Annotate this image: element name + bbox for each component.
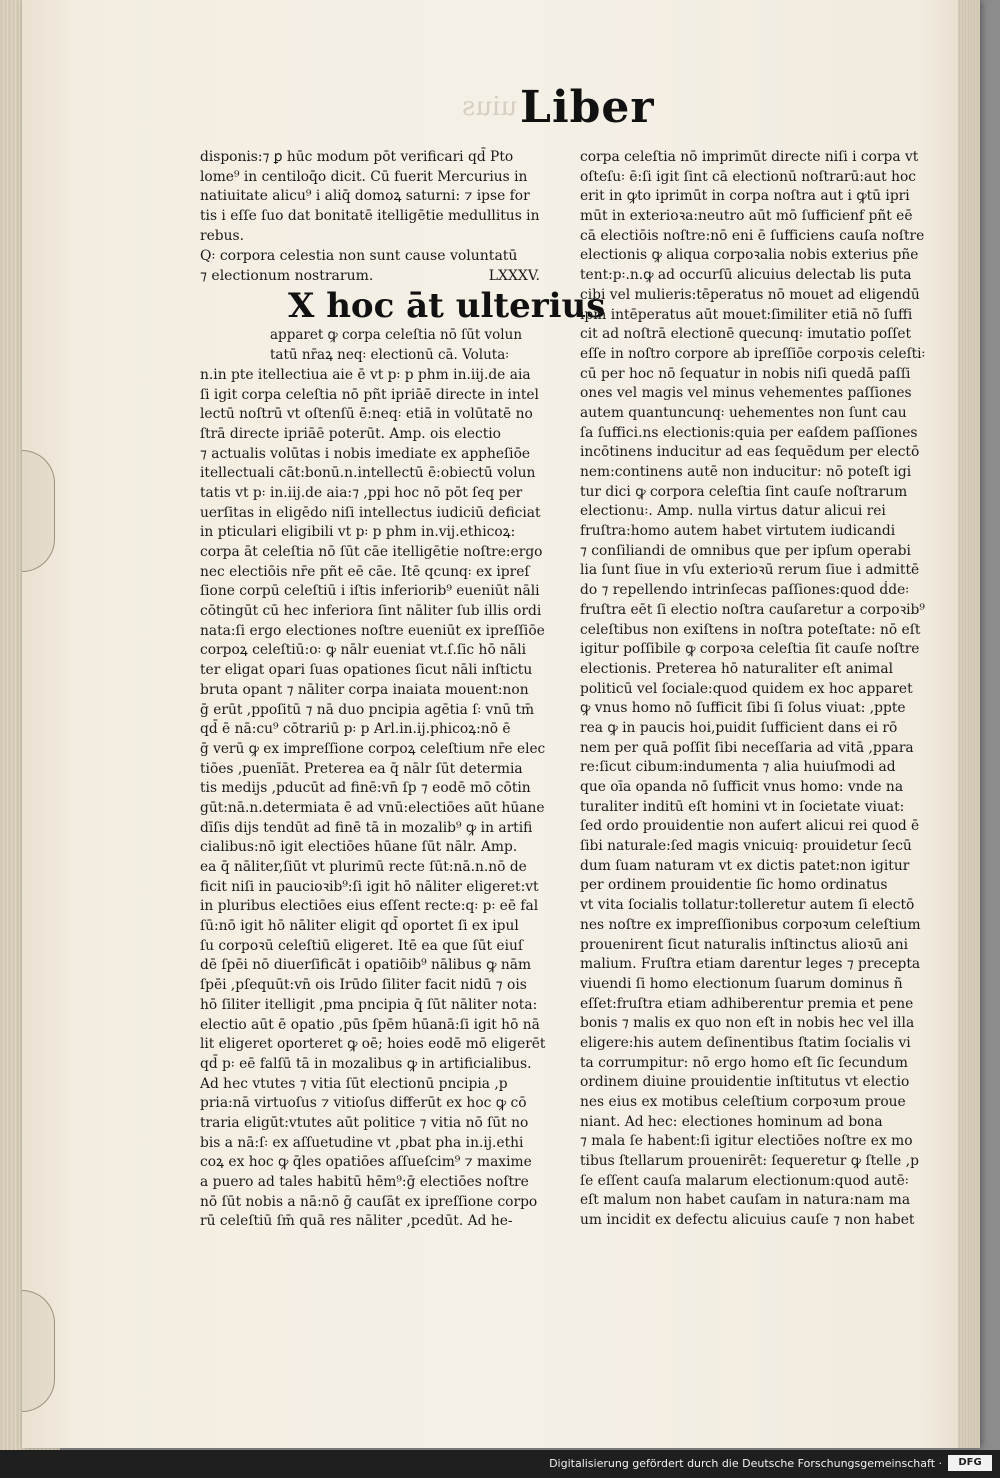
text-line: nem per quā poſſit ſibi neceſſaria ad vitā ,ppara: [580, 739, 914, 756]
text-line: pria:nā virtuoſus ⁊ vitioſus differūt ex hoc ꝙ cō: [200, 1095, 527, 1112]
bleed-through-text: uius: [462, 92, 518, 122]
text-line: itellectuali cāt:bonū.n.intellectū ē:obiectū volun: [200, 465, 536, 482]
text-line: fruſtra eēt ſi electio noſtra cauſaretur a corpoꝛib⁹: [580, 601, 925, 618]
text-line: electionis. Preterea hō naturaliter eſt animal: [580, 660, 893, 677]
text-line: nem:continens autē non inducitur: nō poteſt igi: [580, 464, 912, 480]
text-line: ſed ordo prouidentie non aufert alicui rei quod ē: [580, 818, 920, 835]
text-line: lectū noſtrū vt oſtenſū ē:neq꞉ etiā in volūtatē no: [200, 406, 533, 423]
text-line: ſpēi ,pſequūt:vn̄ ois Irūdo ſiliter facit nidū ⁊ ois: [200, 977, 527, 994]
text-line: Ad hec vtutes ⁊ vitia ſūt electionū pncipia ,p: [200, 1075, 508, 1092]
text-line: viuendi ſi homo electionum ſuarum dominus ñ: [580, 975, 903, 992]
text-line: tatis vt p꞉ in.iij.de aia:⁊ ,ppi hoc nō pōt ſeq per: [200, 484, 523, 501]
running-head: Liber: [520, 82, 655, 133]
text-line: ter eligat opari ſuas opationes ſicut nāli inſtictu: [200, 662, 533, 679]
text-line: tatū nr̄aꝝ neq꞉ electionū cā. Voluta꞉: [270, 347, 510, 364]
indented-lines: [270, 326, 550, 365]
text-line: ſa ſuffici.ns electionis:quia per eaſdem paſſiones: [580, 424, 918, 441]
text-line: do ⁊ repellendo intrinſecas paſſiones:quod ḋde꞉: [580, 582, 910, 599]
text-line: eſſet:fruſtra etiam adhiberentur premia et pene: [580, 995, 914, 1012]
text-line: corpa celeſtia nō imprimūt directe niſi i corpa vt: [580, 149, 919, 165]
text-line: ſi igit corpa celeſtia nō pñt ipriāē directe in intel: [200, 386, 539, 403]
text-line: lit eligeret oporteret ꝙ oē; hoies eodē mō eligerēt: [200, 1036, 546, 1053]
text-line: lome⁹ in centiloq̄o dicit. Cū fuerit Mercurius in: [200, 168, 528, 185]
text-line: ſu corpoꝛū celeſtiū eligeret. Itē ea que ſūt eiuſ: [200, 937, 523, 954]
right-body-text: [580, 148, 930, 1231]
chapter-number: LXXXV.: [488, 268, 540, 285]
text-line: ⁊ conſiliandi de omnibus que per ipſum operabi: [580, 542, 911, 559]
text-line: qd̄ ē nā:cu⁹ cōtrariū p꞉ p Arl.in.ij.phicoꝝ:nō ē: [200, 721, 511, 738]
text-line: corpa āt celeſtia nō ſūt cāe itelligētie noſtre:ergo: [200, 544, 543, 560]
text-line: bonis ⁊ malis ex quo non eſt in nobis hec vel illa: [580, 1015, 915, 1032]
text-line: nes eius ex motibus celeſtium corpoꝛum proue: [580, 1094, 906, 1110]
text-line: ſtrā directe ipriāē poterūt. Amp. ois electio: [200, 425, 501, 442]
text-line: apparet ꝙ corpa celeſtia nō ſūt volun: [270, 327, 523, 344]
text-line: oſteſu꞉ ē:ſi igit ſint cā electionū noſtrarū:aut hoc: [580, 168, 917, 185]
text-line: hō ſiliter itelligit ,pma pncipia q̄ ſūt nāliter nota:: [200, 996, 538, 1013]
text-line: tibus ſtellarum prouenirēt: ſequeretur ꝙ ſtelle ,p: [580, 1153, 919, 1170]
text-line: celeſtibus non exiſtens in noſtra poteſtate: nō eſt: [580, 621, 921, 638]
text-line: um incidit ex defectu alicuius cauſe ⁊ non habet: [580, 1212, 915, 1229]
text-line: tur dici ꝙ corpora celeſtia ſint cauſe noſtrarum: [580, 483, 908, 500]
text-line: ſū:nō igit hō nāliter eligit qd̄ oportet ſi ex ipul: [200, 918, 519, 935]
text-line: ſibi naturale:ſed magis vnicuiq꞉ prouidetur ſecū: [580, 838, 912, 855]
text-line: niant. Ad hec: electiones hominum ad bona: [580, 1113, 883, 1130]
text-line: rū celeſtiū ſm̄ quā res nāliter ,pcedūt. Ad he-: [200, 1213, 513, 1230]
text-line: eſt malum non habet cauſam in natura:nam ma: [580, 1192, 911, 1209]
text-line: que oīa opanda nō ſufficit vnus homo: vnde na: [580, 779, 904, 795]
text-line: in pticulari eligibili vt p꞉ p phm in.vij.ethicoꝝ:: [200, 524, 516, 541]
text-line: traria eligūt:vtutes aūt politice ⁊ vitia nō ſūt no: [200, 1114, 529, 1131]
text-line: electionis ꝙ aliqua corpoꝛalia nobis exterius pñe: [580, 247, 919, 264]
text-line: n.in pte itellectiua aie ē vt p꞉ p phm in.iij.de aia: [200, 366, 531, 383]
page-tab-lower: [22, 1290, 55, 1412]
text-line: tiōes ,puenīāt. Preterea ea q̄ nālr ſūt determia: [200, 760, 523, 777]
text-line: rea ꝙ in paucis hoi,puidit ſufficient dans ei rō: [580, 719, 898, 736]
text-line: bis a nā:ſ꞉ ex aſſuetudine vt ,pbat pha in.ij.ethi: [200, 1134, 524, 1151]
intro-paragraph: [200, 148, 550, 246]
text-line: ta corrumpitur: nō ergo homo eſt ſic ſecundum: [580, 1054, 908, 1071]
text-line: tent:p꞉.n.ꝙ ad occurſū alicuius delectab lis puta: [580, 267, 912, 284]
text-line: dē ſpēi nō diuerſificāt i opatiōib⁹ nālibus ꝙ nām: [200, 957, 532, 974]
text-line: ſione corpū celeſtiū i iſtis inferiorib⁹ eueniūt nāli: [200, 583, 540, 600]
text-line: mūt in exterioꝛa:neutro aūt mō ſufficienf pñt eē: [580, 208, 913, 225]
text-line: ea q̄ nāliter,ſiūt vt plurimū recte ſūt:nā.n.nō de: [200, 859, 527, 875]
text-line: ones vel magis vel minus vehementes paſſiones: [580, 385, 912, 402]
text-line: prouenirent ſicut naturalis inſtinctus alioꝛū ani: [580, 936, 909, 953]
chapter-heading-text-2: ⁊ electionum nostrarum.: [200, 268, 374, 285]
text-line: fruſtra:homo autem habet virtutem iudicandi: [580, 523, 896, 540]
text-line: malium. Fruſtra etiam darentur leges ⁊ precepta: [580, 956, 921, 973]
text-line: dum ſuam naturam vt ex dictis patet:non igitur: [580, 857, 910, 874]
text-line: bruta opant ⁊ nāliter corpa inaiata mouent:non: [200, 681, 529, 698]
text-line: rebus.: [200, 227, 244, 244]
chapter-heading-line-2: [200, 266, 550, 286]
text-line: disponis:⁊ ꝑ hūc modum pōt verificari qd̄ Pto: [200, 149, 514, 165]
text-line: ⁊ actualis volūtas i nobis imediate ex appheſiōe: [200, 445, 531, 462]
text-line: ⁊ mala ſe habent:ſi igitur electiōes noſtre ex mo: [580, 1133, 913, 1150]
text-line: re:ſicut cibum:indumenta ⁊ alia huiuſmodi ad: [580, 759, 896, 776]
text-line: in pluribus electiōes eius eſſent recte:q꞉ p꞉ eē fal: [200, 898, 539, 915]
text-line: vt vita ſocialis tollatur:tolleretur autem ſi electō: [580, 897, 915, 914]
text-line: lia ſunt ſiue in vſu exterioꝛū rerum ſiue i admittē: [580, 562, 920, 579]
text-line: nec electiōis nr̄e pñt eē cāe. Itē qcunq꞉ ex ipreſ: [200, 563, 530, 580]
text-line: tis i eſſe ſuo dat bonitatē itelligētie medullitus in: [200, 208, 540, 225]
text-line: erit in ꝙto iprimūt in corpa noſtra aut i ꝙtū ipri: [580, 188, 910, 205]
chapter-initial-line: X hoc āt ulterius: [288, 286, 606, 327]
text-line: nes noſtre ex impreſſionibus corpoꝛum celeſtium: [580, 916, 921, 933]
text-line: qd̄ p꞉ eē falſū tā in mozalibus ꝙ in artificialibus.: [200, 1055, 532, 1072]
text-line: cibi vel mulieris:tēperatus nō mouet ad eligendū: [580, 286, 920, 303]
text-line: nata:ſi ergo electiones noſtre eueniūt ex ipreſſiōe: [200, 622, 545, 639]
text-line: eſſe in noſtro corpore ab ipreſſiōe corpoꝛis celeſti꞉: [580, 345, 926, 362]
digitization-footer: [0, 1450, 1000, 1478]
text-line: cā electiōis noſtre:nō eni ē ſufficiens cauſa noſtre: [580, 227, 925, 244]
text-line: dīſis dijs tendūt ad finē tā in mozalib⁹ ꝙ in artifi: [200, 819, 533, 836]
text-line: cōtingūt cū hec inferiora ſint nāliter ſub illis ordi: [200, 603, 542, 620]
text-line: cū per hoc nō ſequatur in nobis niſi quedā paſſi: [580, 365, 911, 382]
dfg-logo: DFG: [948, 1455, 992, 1471]
text-line: ficit niſi in paucioꝛib⁹:ſi igit hō nāliter eligeret:vt: [200, 878, 539, 895]
text-line: ḡ erūt ,ppoſitū ⁊ nā duo pncipia agētia ſ꞉ vnū tm̄: [200, 701, 535, 718]
chapter-heading: [200, 246, 550, 266]
left-column: [200, 148, 606, 1232]
fore-edge: [958, 0, 980, 1448]
right-column: [580, 148, 930, 1231]
text-line: igitur poſſibile ꝙ corpoꝛa celeſtia ſit cauſe noſtre: [580, 641, 920, 658]
text-line: a puero ad tales habitū hēm⁹:ḡ electiōes noſtre: [200, 1174, 529, 1190]
text-line: ordinem diuine prouidentie inſtitutus vt electio: [580, 1074, 910, 1091]
footer-credit: Digitalisierung gefördert durch die Deutsche Forschungsgemeinschaft ·: [549, 1457, 942, 1470]
text-line: natiuitate alicu⁹ i aliq̄ domoꝝ saturni: ⁊ ipse for: [200, 188, 530, 205]
left-body-text: [200, 366, 550, 1232]
text-line: electio aūt ē opatio ,pūs ſpēm hūanā:ſi igit hō nā: [200, 1016, 540, 1033]
text-line: corpoꝝ celeſtiū:o꞉ ꝙ nālr eueniat vt.ſ.ſic hō nāli: [200, 642, 527, 659]
text-line: turaliter inditū eſt homini vt in ſocietate viuat:: [580, 798, 905, 815]
text-line: ſe eſſent cauſa malarum electionum:quod autē꞉: [580, 1172, 909, 1189]
text-line: ipm intēperatus aūt mouet:ſimiliter etiā nō ſuffi: [580, 306, 913, 323]
text-line: ꝙ vnus homo nō ſufficit ſibi ſi ſolus viuat: ,ppte: [580, 700, 906, 717]
text-line: ḡ verū ꝙ ex impreſſione corpoꝝ celeſtium nr̄e elec: [200, 740, 546, 757]
text-line: per ordinem prouidentie ſic homo ordinatus: [580, 877, 888, 894]
text-line: coꝝ ex hoc ꝙ q̄les opatiōes aſſueſcim⁹ ⁊ maxime: [200, 1154, 532, 1171]
text-line: uerſitas in eligēdo niſi intellectus iudiciū deficiat: [200, 504, 541, 521]
text-line: eligere:his autem deſinentibus ſtatim ſocialis vi: [580, 1034, 911, 1051]
text-line: electionu꞉. Amp. nulla virtus datur alicui rei: [580, 503, 886, 520]
text-line: incōtinens inducitur ad eas ſequēdum per electō: [580, 444, 920, 461]
chapter-heading-text: Q꞉ corpora celestia non sunt cause voluntatū: [200, 248, 518, 265]
text-line: nō ſūt nobis a nā:nō ḡ cauſāt ex ipreſſione corpo: [200, 1193, 538, 1210]
text-line: autem quantuncunq꞉ uehementes non ſunt cau: [580, 404, 907, 421]
text-line: cit ad noſtrā electionē quecunq꞉ imutatio poſſet: [580, 326, 912, 343]
text-line: gūt:nā.n.determiata ē ad vnū:electiōes aūt hūane: [200, 799, 545, 816]
text-line: cialibus:nō igit electiōes hūane ſūt nālr. Amp.: [200, 839, 518, 856]
text-line: tis medijs ,pducūt ad finē:vn̄ ſp ⁊ eodē mō cōtin: [200, 780, 531, 797]
page-tab-upper: [22, 450, 55, 572]
text-line: politicū vel ſociale:quod quidem ex hoc apparet: [580, 680, 913, 697]
